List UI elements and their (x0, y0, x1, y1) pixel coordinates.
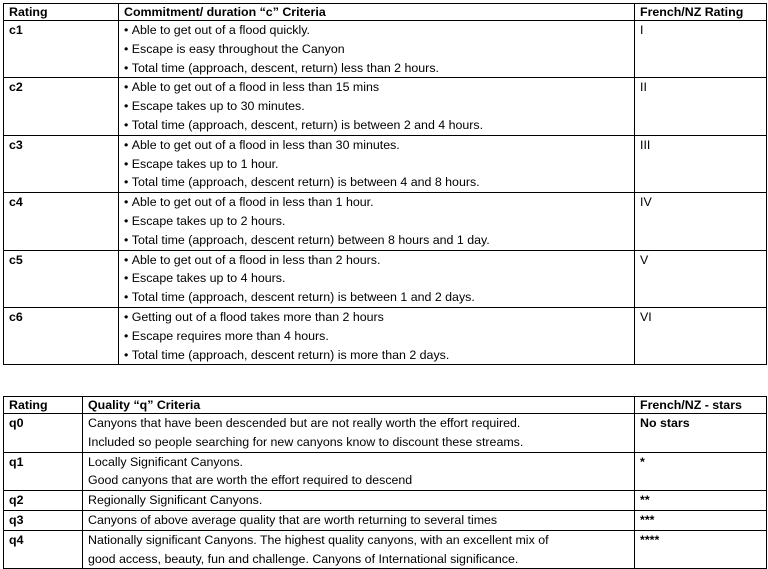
criteria-item: • Escape takes up to 30 minutes. (124, 97, 629, 116)
french-rating-cell: IV (635, 193, 767, 250)
criteria-item: • Able to get out of a flood quickly. (124, 21, 629, 40)
french-rating-cell: I (635, 21, 767, 78)
table-row (4, 21, 767, 78)
criteria-line: Canyons of above average quality that are worth returning to several times (88, 512, 498, 527)
criteria-cell (119, 250, 635, 307)
criteria-item: • Able to get out of a flood in less than 15 mins (124, 78, 629, 97)
criteria-cell (119, 78, 635, 135)
table-header-row (4, 4, 767, 21)
criteria-cell (119, 307, 635, 364)
table-row (4, 510, 767, 530)
criteria-line: Locally Significant Canyons. (88, 454, 243, 469)
criteria-item: • Escape takes up to 1 hour. (124, 155, 629, 174)
table-row (4, 452, 767, 491)
criteria-item: • Total time (approach, descent return) is more than 2 days. (124, 346, 629, 365)
criteria-item: • Able to get out of a flood in less than 30 minutes. (124, 136, 629, 155)
stars-cell: ** (635, 491, 767, 511)
criteria-item: • Getting out of a flood takes more than 2 hours (124, 308, 629, 327)
rating-cell: c3 (4, 135, 119, 192)
french-rating-cell: VI (635, 307, 767, 364)
table-row (4, 135, 767, 192)
criteria-cell (83, 530, 635, 569)
criteria-line: good access, beauty, fun and challenge. Canyons of International significance. (88, 551, 519, 566)
criteria-item: • Total time (approach, descent return) is between 1 and 2 days. (124, 288, 629, 307)
commitment-rating-table (3, 3, 767, 365)
french-rating-cell: III (635, 135, 767, 192)
table-row (4, 414, 767, 453)
criteria-line: Good canyons that are worth the effort required to descend (88, 473, 413, 488)
criteria-item: • Escape requires more than 4 hours. (124, 327, 629, 346)
header-quality-criteria: Quality “q” Criteria (83, 397, 635, 414)
quality-rating-table (3, 396, 767, 569)
rating-cell: c2 (4, 78, 119, 135)
criteria-item: • Total time (approach, descent, return) is between 2 and 4 hours. (124, 116, 629, 135)
table-row (4, 530, 767, 569)
criteria-cell (83, 452, 635, 491)
table-row (4, 193, 767, 250)
criteria-cell (119, 193, 635, 250)
french-rating-cell: II (635, 78, 767, 135)
criteria-line: Included so people searching for new canyons know to discount these streams. (88, 434, 524, 449)
table-row (4, 250, 767, 307)
rating-cell: q3 (4, 510, 83, 530)
rating-cell: q0 (4, 414, 83, 453)
rating-cell: q4 (4, 530, 83, 569)
table-header-row (4, 397, 767, 414)
rating-cell: c4 (4, 193, 119, 250)
criteria-cell (119, 21, 635, 78)
stars-cell: No stars (635, 414, 767, 453)
stars-cell: **** (635, 530, 767, 569)
rating-cell: c5 (4, 250, 119, 307)
stars-cell: *** (635, 510, 767, 530)
criteria-item: • Escape is easy throughout the Canyon (124, 40, 629, 59)
criteria-cell (119, 135, 635, 192)
header-rating: Rating (4, 397, 83, 414)
french-rating-cell: V (635, 250, 767, 307)
criteria-item: • Escape takes up to 4 hours. (124, 269, 629, 288)
rating-cell: c1 (4, 21, 119, 78)
criteria-item: • Total time (approach, descent return) between 8 hours and 1 day. (124, 231, 629, 250)
table-row (4, 307, 767, 364)
criteria-cell (83, 510, 635, 530)
criteria-cell (83, 491, 635, 511)
criteria-line: Canyons that have been descended but are not really worth the effort required. (88, 416, 521, 430)
header-french-nz-rating: French/NZ Rating (635, 4, 767, 21)
criteria-item: • Able to get out of a flood in less than 1 hour. (124, 193, 629, 212)
criteria-item: • Total time (approach, descent, return) less than 2 hours. (124, 59, 629, 78)
criteria-item: • Escape takes up to 2 hours. (124, 212, 629, 231)
rating-cell: q2 (4, 491, 83, 511)
criteria-cell (83, 414, 635, 453)
table-row (4, 491, 767, 511)
criteria-line: Nationally significant Canyons. The highest quality canyons, with an excellent mix of (88, 532, 549, 547)
header-rating: Rating (4, 4, 119, 21)
rating-cell: c6 (4, 307, 119, 364)
rating-cell: q1 (4, 452, 83, 491)
criteria-item: • Total time (approach, descent return) is between 4 and 8 hours. (124, 173, 629, 192)
header-commitment-criteria: Commitment/ duration “c” Criteria (119, 4, 635, 21)
table-row (4, 78, 767, 135)
criteria-line: Regionally Significant Canyons. (88, 493, 263, 508)
criteria-item: • Able to get out of a flood in less than 2 hours. (124, 251, 629, 270)
header-french-nz-stars: French/NZ - stars (635, 397, 767, 414)
stars-cell: * (635, 452, 767, 491)
